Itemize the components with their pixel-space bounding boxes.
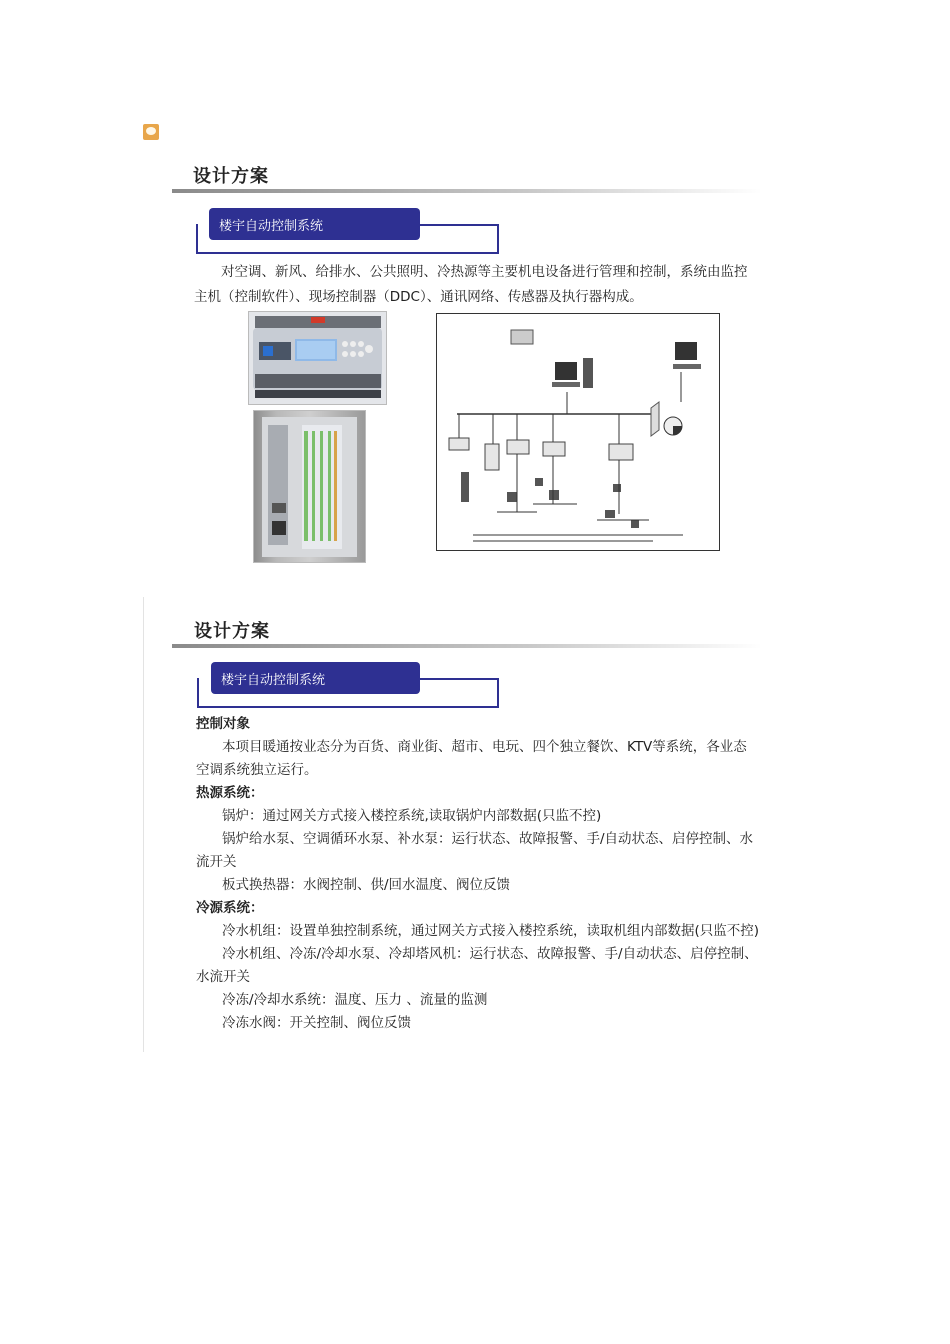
text-line: 板式换热器：水阀控制、供/回水温度、阀位反馈 [222, 877, 511, 893]
section-frame-top [418, 678, 498, 680]
text-line: 冷冻/冷却水系统：温度、压力 、流量的监测 [222, 992, 488, 1008]
section-frame-top [418, 224, 498, 226]
section-label: 楼宇自动控制系统 [209, 208, 420, 240]
text-line: 流开关 [196, 854, 237, 870]
text-line: 冷水机组：设置单独控制系统，通过网关方式接入楼控系统，读取机组内部数据(只监不控) [222, 923, 760, 939]
title-divider [172, 189, 762, 193]
heading-control-objects: 控制对象 [196, 716, 250, 732]
blue-text-line: 空调系统独立运行。 [196, 762, 318, 778]
text-line: 冷水机组、冷冻/冷却水泵、冷却塔风机：运行状态、故障报警、手/自动状态、启停控制、 [222, 946, 758, 962]
text-line: 锅炉：通过网关方式接入楼控系统,读取锅炉内部数据(只监不控) [222, 808, 602, 824]
blue-text-line: 本项目暖通按业态分为百货、商业街、超市、电玩、四个独立餐饮、KTV等系统，各业态 [222, 739, 747, 755]
page-side-rule [143, 597, 144, 1052]
title-divider [172, 644, 762, 648]
intro-line: 对空调、新风、给排水、公共照明、冷热源等主要机电设备进行管理和控制，系统由监控 [221, 264, 748, 280]
heading-heat-source: 热源系统： [196, 785, 264, 801]
comment-icon[interactable] [143, 124, 159, 140]
slide-title: 设计方案 [193, 166, 269, 187]
text-line: 冷冻水阀：开关控制、阀位反馈 [222, 1015, 411, 1031]
intro-line: 主机（控制软件）、现场控制器（DDC）、通讯网络、传感器及执行器构成。 [194, 289, 643, 305]
ddc-controller-photo [248, 311, 387, 405]
heading-cold-source: 冷源系统： [196, 900, 264, 916]
network-architecture-diagram [436, 313, 720, 551]
text-line: 锅炉给水泵、空调循环水泵、补水泵：运行状态、故障报警、手/自动状态、启停控制、水 [222, 831, 754, 847]
control-cabinet-photo [253, 410, 366, 563]
text-line: 水流开关 [196, 969, 250, 985]
section-label: 楼宇自动控制系统 [211, 662, 420, 694]
slide-title: 设计方案 [194, 621, 270, 642]
